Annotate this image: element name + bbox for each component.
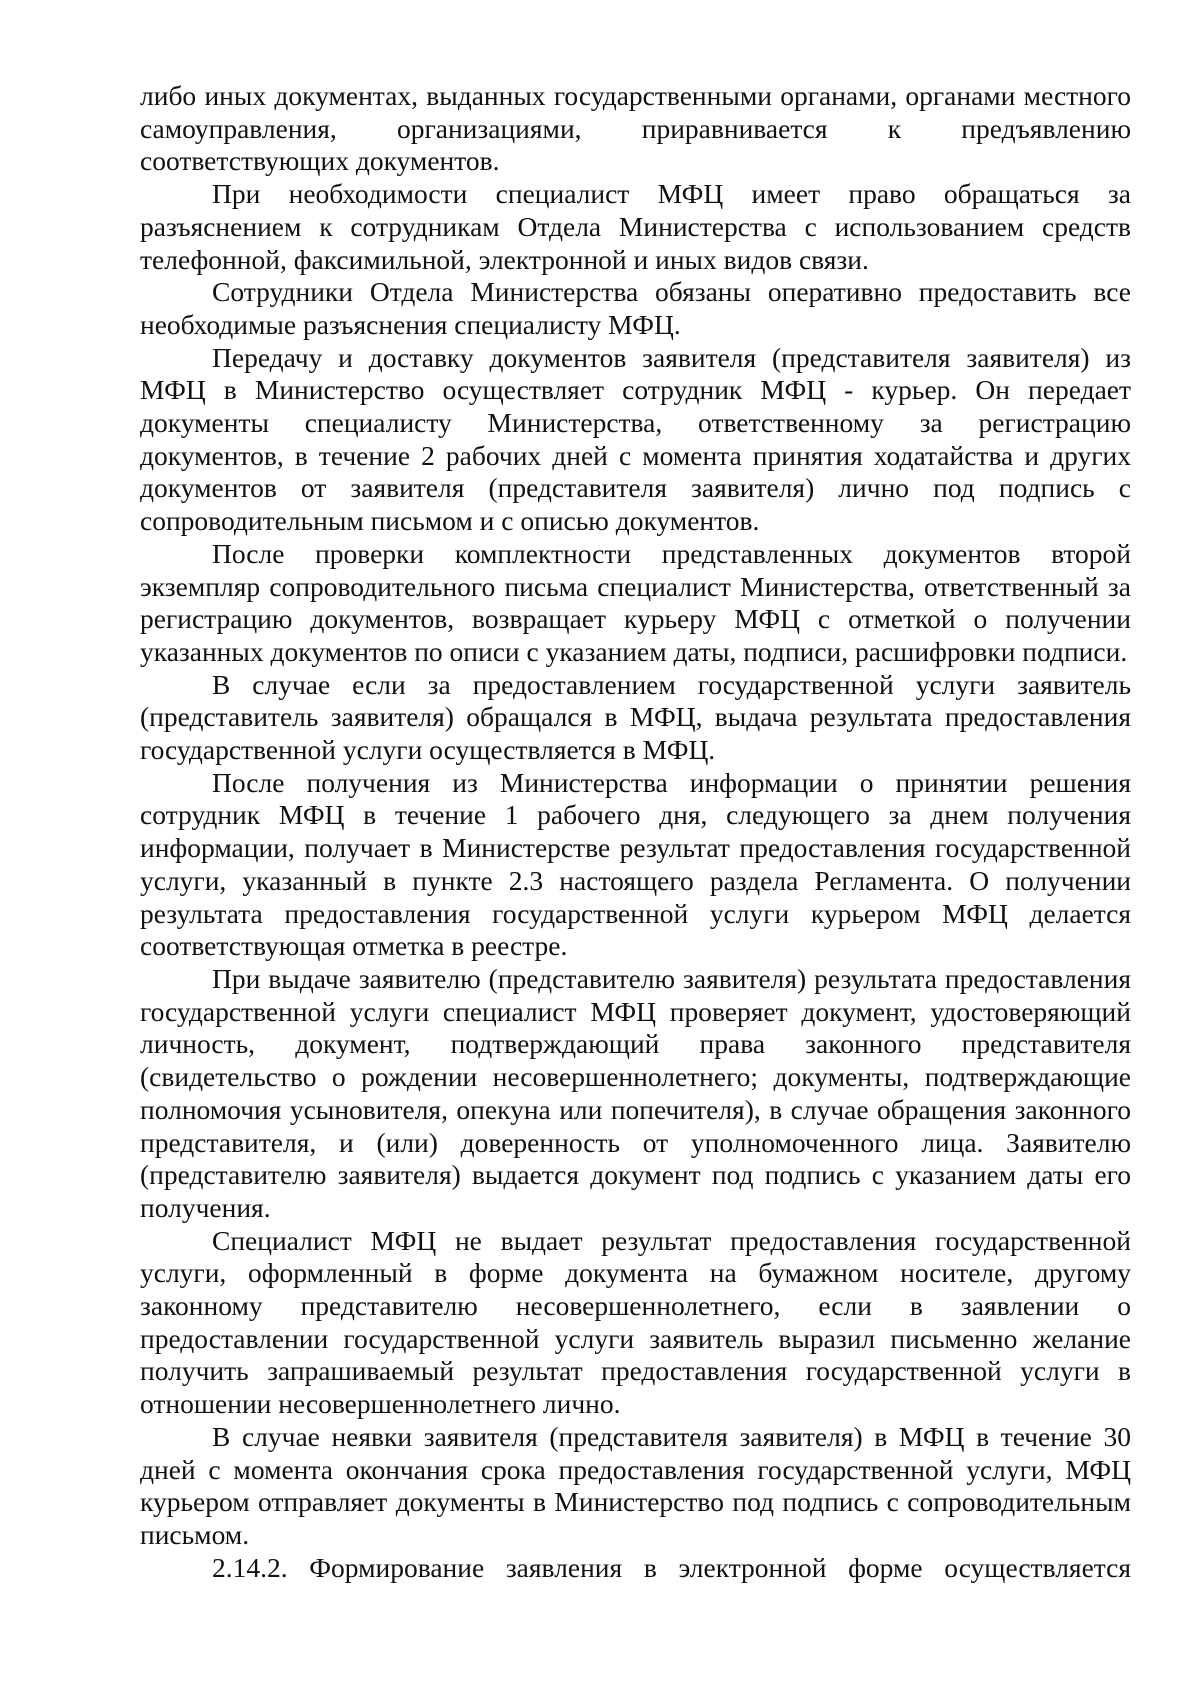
paragraph-11: 2.14.2. Формирование заявления в электронной форме осуществляется (212, 1551, 1131, 1583)
paragraph-4: Передачу и доставку документов заявителя (представителя заявителя) из МФЦ в Министерство осуществляет сотрудник МФЦ - курьер. Он передает документы специалисту Министерства, ответственному за регистрацию документов, в течение 2 рабочих дней с момента принятия ходатайства и других документов от заявителя (представителя заявителя) лично под подпись с сопроводительным письмом и с описью документов. (140, 341, 1131, 537)
document-page (140, 80, 1131, 1584)
paragraph-6: В случае если за предоставлением государственной услуги заявитель (представитель заявителя) обращался в МФЦ, выдача результата предоставления государственной услуги осуществляется в МФЦ. (140, 668, 1131, 766)
paragraph-1: либо иных документах, выданных государственными органами, органами местного самоуправления, организациями, приравнивается к предъявлению соответствующих документов. (140, 80, 1131, 177)
paragraph-8: При выдаче заявителю (представителю заявителя) результата предоставления государственной услуги специалист МФЦ проверяет документ, удостоверяющий личность, документ, подтверждающий права законного представителя (свидетельство о рождении несовершеннолетнего; документы, подтверждающие полномочия усыновителя, опекуна или попечителя), в случае обращения законного представителя, и (или) доверенность от уполномоченного лица. Заявителю (представителю заявителя) выдается документ под подпись с указанием даты его получения. (140, 962, 1131, 1223)
paragraph-7: После получения из Министерства информации о принятии решения сотрудник МФЦ в течение 1 рабочего дня, следующего за днем получения информации, получает в Министерстве результат предоставления государственной услуги, указанный в пункте 2.3 настоящего раздела Регламента. О получении результата предоставления государственной услуги курьером МФЦ делается соответствующая отметка в реестре. (140, 766, 1131, 962)
paragraph-3: Сотрудники Отдела Министерства обязаны оперативно предоставить все необходимые разъяснения специалисту МФЦ. (140, 276, 1131, 340)
paragraph-5: После проверки комплектности представленных документов второй экземпляр сопроводительного письма специалист Министерства, ответственный за регистрацию документов, возвращает курьеру МФЦ с отметкой о получении указанных документов по описи с указанием даты, подписи, расшифровки подписи. (140, 537, 1131, 667)
paragraph-2: При необходимости специалист МФЦ имеет право обращаться за разъяснением к сотрудникам Отдела Министерства с использованием средств телефонной, факсимильной, электронной и иных видов связи. (140, 178, 1131, 275)
paragraph-10: В случае неявки заявителя (представителя заявителя) в МФЦ в течение 30 дней с момента окончания срока предоставления государственной услуги, МФЦ курьером отправляет документы в Министерство под подпись с сопроводительным письмом. (140, 1420, 1131, 1550)
paragraph-9: Специалист МФЦ не выдает результат предоставления государственной услуги, оформленный в форме документа на бумажном носителе, другому законному представителю несовершеннолетнего, если в заявлении о предоставлении государственной услуги заявитель выразил письменно желание получить запрашиваемый результат предоставления государственной услуги в отношении несовершеннолетнего лично. (140, 1224, 1131, 1420)
